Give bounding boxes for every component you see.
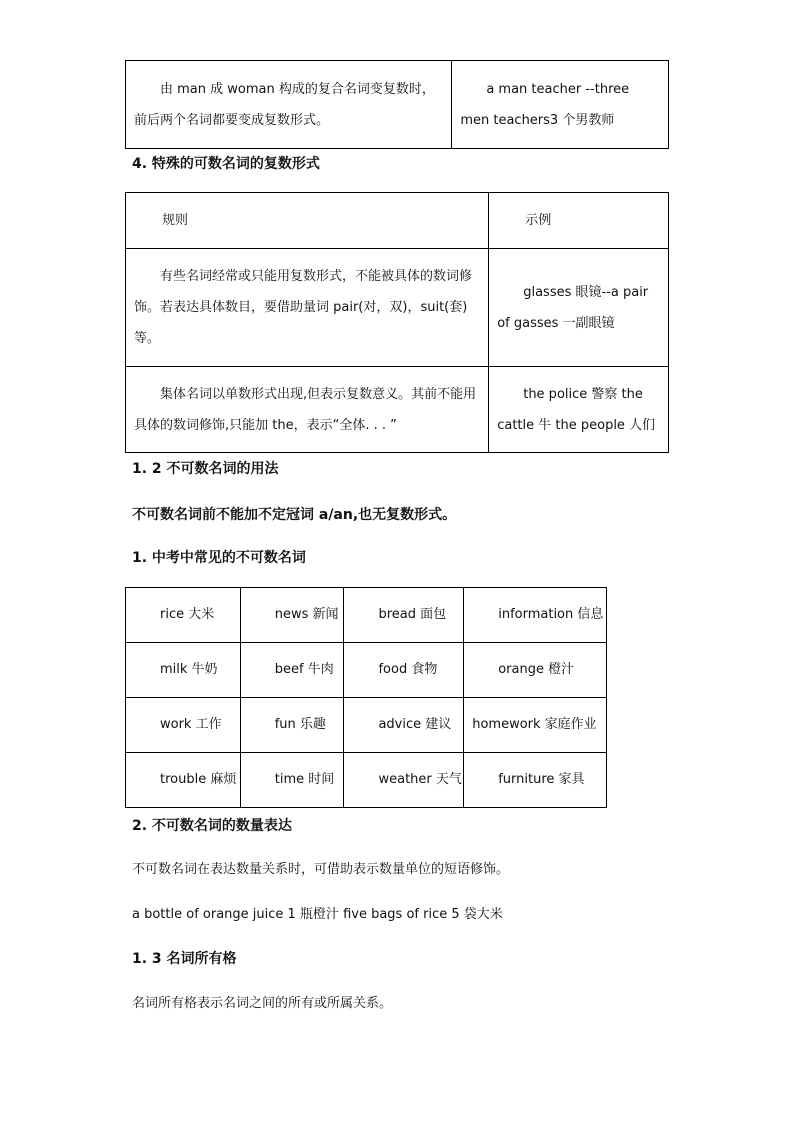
noun-cell [240, 643, 344, 698]
section-1-title: 1. 中考中常见的不可数名词 [132, 550, 306, 566]
noun-cell [344, 643, 464, 698]
compound-noun-rule-cell [126, 61, 452, 149]
noun-text: fun 乐趣 [274, 717, 326, 732]
noun-text: milk 牛奶 [160, 662, 218, 677]
uncountable-nouns-table [125, 587, 607, 808]
noun-cell [464, 698, 607, 753]
noun-text: furniture 家具 [498, 772, 585, 787]
section-4-title: 4. 特殊的可数名词的复数形式 [132, 156, 320, 172]
rule-cell [126, 249, 489, 367]
noun-text: rice 大米 [160, 607, 215, 622]
noun-cell [240, 753, 344, 808]
header-example: 示例 [525, 212, 552, 228]
special-plural-table [125, 192, 669, 453]
noun-text: beef 牛肉 [274, 662, 334, 677]
noun-text: advice 建议 [378, 717, 452, 732]
quantity-paragraph: 不可数名词在表达数量关系时，可借助表示数量单位的短语修饰。 [132, 862, 510, 877]
compound-noun-rule-text: 由 man 成 woman 构成的复合名词变复数时，前后两个名词都要变成复数形式。 [134, 81, 435, 128]
section-2-title: 2. 不可数名词的数量表达 [132, 818, 292, 834]
noun-text: bread 面包 [378, 607, 447, 622]
rule-text: 有些名词经常或只能用复数形式，不能被具体的数词修饰。若表达具体数目，要借助量词 pair(对，双)，suit(套)等。 [134, 269, 473, 346]
section-1-2-title: 1. 2 不可数名词的用法 [132, 461, 279, 477]
example-text: the police 警察 the cattle 牛 the people 人们 [497, 386, 656, 433]
section-1-3-title: 1. 3 名词所有格 [132, 951, 237, 967]
noun-text: food 食物 [378, 662, 438, 677]
rule-text: 集体名词以单数形式出现,但表示复数意义。其前不能用具体的数词修饰,只能加 the，表示“全体. . . ” [134, 386, 477, 433]
example-cell [489, 249, 669, 367]
noun-cell [464, 643, 607, 698]
noun-cell [344, 753, 464, 808]
noun-text: work 工作 [160, 717, 222, 732]
noun-cell [344, 698, 464, 753]
noun-cell [126, 588, 241, 643]
noun-cell [464, 588, 607, 643]
header-example-cell [489, 193, 669, 249]
noun-text: information 信息 [498, 607, 604, 622]
noun-cell [344, 588, 464, 643]
example-cell [489, 367, 669, 453]
compound-noun-example-text: a man teacher --three men teachers3 个男教师 [460, 81, 630, 128]
uncountable-note: 不可数名词前不能加不定冠词 a/an,也无复数形式。 [132, 507, 457, 523]
noun-text: orange 橙汁 [498, 662, 575, 677]
example-text: glasses 眼镜--a pair of gasses 一副眼镜 [497, 284, 649, 331]
rule-cell [126, 367, 489, 453]
noun-cell [240, 698, 344, 753]
noun-text: news 新闻 [274, 607, 339, 622]
compound-noun-example-cell [452, 61, 669, 149]
compound-noun-table [125, 60, 669, 149]
noun-text: weather 天气 [378, 772, 462, 787]
noun-cell [240, 588, 344, 643]
header-rule: 规则 [162, 212, 189, 228]
possessive-paragraph: 名词所有格表示名词之间的所有或所属关系。 [132, 996, 393, 1011]
noun-cell [126, 643, 241, 698]
noun-cell [464, 753, 607, 808]
noun-cell [126, 753, 241, 808]
noun-text: homework 家庭作业 [472, 717, 597, 732]
noun-text: trouble 麻烦 [160, 772, 237, 787]
noun-text: time 时间 [274, 772, 335, 787]
quantity-example: a bottle of orange juice 1 瓶橙汁 five bags of rice 5 袋大米 [132, 907, 503, 922]
header-rule-cell [126, 193, 489, 249]
noun-cell [126, 698, 241, 753]
